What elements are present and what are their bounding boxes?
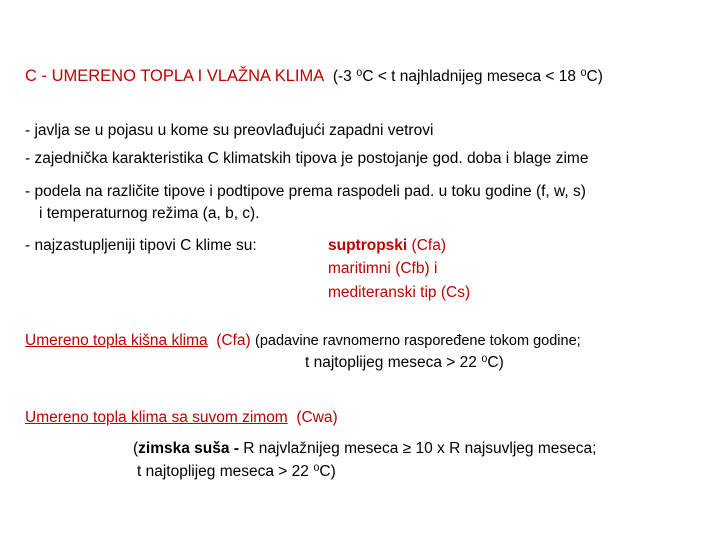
type-name: suptropski bbox=[328, 237, 408, 254]
type-code: (Cfa) bbox=[411, 237, 446, 254]
cwa-desc-prefix: ( bbox=[133, 440, 139, 457]
bullet-subtypes: - podela na različite tipove i podtipove prema raspodeli pad. u toku godine (f, w, s) bbox=[25, 183, 586, 200]
cwa-heading: Umereno topla klima sa suvom zimom bbox=[25, 409, 288, 426]
bullet-seasons: - zajednička karakteristika C klimatskih tipova je postojanje god. doba i blage zime bbox=[25, 150, 589, 167]
types-intro: - najzastupljeniji tipovi C klime su: bbox=[25, 237, 257, 254]
type-item bbox=[328, 236, 446, 256]
type-code: (Cfb) i bbox=[395, 260, 438, 277]
type-name: mediteranski tip bbox=[328, 284, 437, 301]
type-name: maritimni bbox=[328, 260, 391, 277]
cfa-desc-line1: (padavine ravnomerno raspoređene tokom godine; bbox=[255, 333, 581, 349]
title-main: C - UMERENO TOPLA I VLAŽNA KLIMA bbox=[25, 67, 325, 85]
cwa-desc-line1 bbox=[133, 439, 596, 459]
cwa-desc-line2: t najtoplijeg meseca > 22 ⁰C) bbox=[137, 463, 336, 480]
cwa-desc-bold: zimska suša - bbox=[138, 440, 239, 457]
bullet-westerlies: - javlja se u pojasu u kome su preovlađujući zapadni vetrovi bbox=[25, 122, 434, 139]
page-title bbox=[25, 66, 603, 87]
cwa-desc-rest: R najvlažnijeg meseca ≥ 10 x R najsuvljeg meseca; bbox=[238, 440, 597, 457]
bullet-subtypes-cont: i temperaturnog režima (a, b, c). bbox=[39, 205, 260, 222]
type-code: (Cs) bbox=[440, 284, 471, 301]
cfa-section bbox=[25, 331, 581, 351]
type-item bbox=[328, 259, 437, 279]
cwa-code: (Cwa) bbox=[296, 409, 338, 426]
cfa-heading: Umereno topla kišna klima bbox=[25, 332, 208, 349]
title-condition: (-3 ⁰C < t najhladnijeg meseca < 18 ⁰C) bbox=[332, 68, 603, 85]
cfa-desc-line2: t najtoplijeg meseca > 22 ⁰C) bbox=[305, 354, 504, 371]
cwa-section bbox=[25, 408, 338, 428]
type-item bbox=[328, 283, 470, 303]
cfa-code: (Cfa) bbox=[216, 332, 251, 349]
